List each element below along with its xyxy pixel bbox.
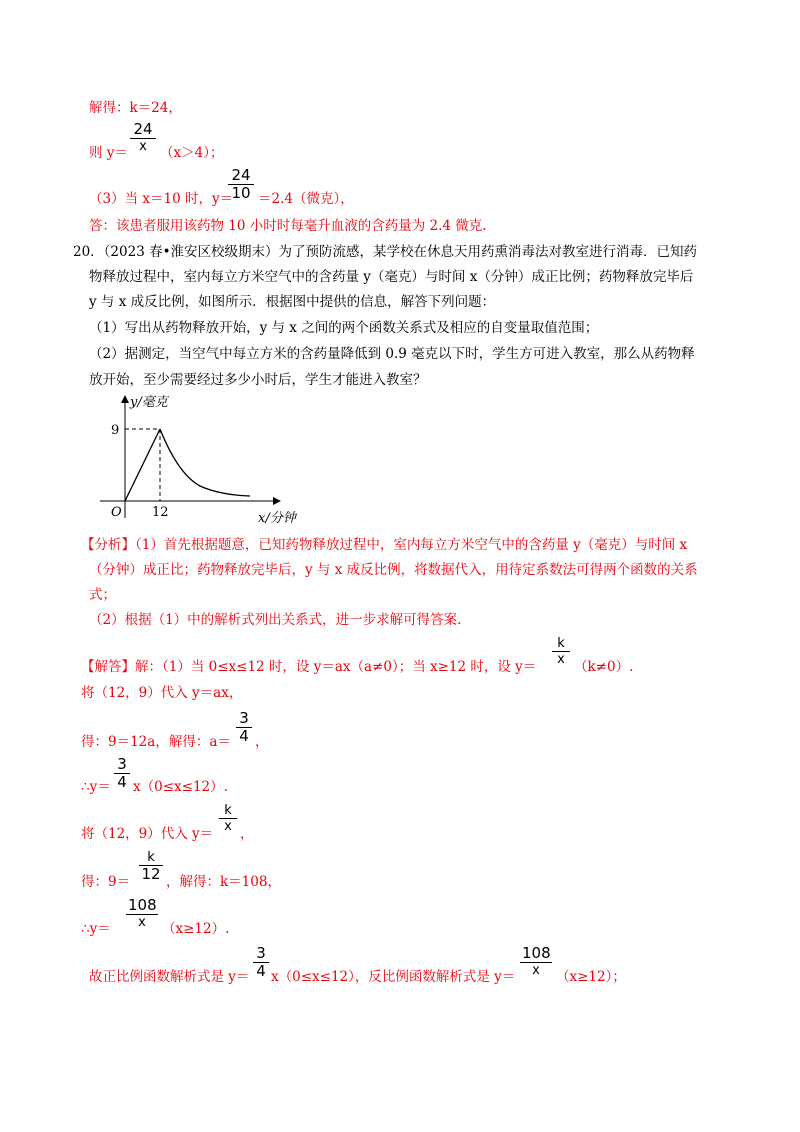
fraction-numerator: 3: [239, 709, 249, 727]
question-2-line-2: 放开始，至少需要经过多少小时后，学生才能进入教室？: [89, 372, 427, 388]
fraction-numerator: 3: [117, 755, 127, 773]
question-2-line-1: （2）据测定，当空气中每立方米的含药量降低到 0.9 毫克以下时，学生方可进入教室，那么从药物释: [89, 346, 695, 362]
analysis-line-1: 【分析】（1）首先根据题意，已知药物释放过程中，室内每立方米空气中的含药量 y（毫克）与时间 x: [81, 537, 688, 553]
fraction-denominator: 10: [231, 184, 251, 202]
x-tick-label: 12: [152, 505, 169, 520]
line-k-result: 解得：k＝24，: [89, 100, 182, 116]
question-1: （1）写出从药物释放开始，y 与 x 之间的两个函数关系式及相应的自变量取值范围；: [89, 320, 599, 336]
x-axis-label: x/分钟: [258, 511, 296, 526]
solution-line-1-prefix: 【解答】解：（1）当 0≤x≤12 时，设 y＝ax（a≠0）；当 x≥12 时，设 y＝: [81, 659, 537, 675]
fraction-k-over-12: [139, 850, 163, 883]
analysis-line-3: 式；: [89, 587, 116, 603]
solution-line-6-prefix: 得：9＝: [81, 874, 131, 890]
fraction-denominator: x: [557, 652, 565, 667]
y-axis-label: y/毫克: [130, 395, 168, 410]
fraction-denominator: x: [138, 915, 146, 930]
fraction-denominator: 12: [141, 865, 161, 883]
fraction-numerator: 3: [256, 944, 266, 962]
fraction-denominator: 4: [256, 962, 266, 980]
line-y-expression: [89, 144, 128, 162]
analysis-line-2: （分钟）成正比；药物释放完毕后，y 与 x 成反比例，将数据代入，用待定系数法可得两个函数的关系: [89, 562, 698, 578]
solution-line-4-suffix: x（0≤x≤12）.: [133, 779, 228, 795]
solution-line-8-middle: x（0≤x≤12），反比例函数解析式是 y＝: [271, 969, 516, 985]
fraction-numerator: k: [147, 850, 155, 865]
solution-line-4-prefix: ∴y＝: [81, 779, 111, 795]
fraction-numerator: 108: [522, 944, 551, 962]
fraction-k-over-x: [552, 636, 570, 667]
text-prefix: 则 y＝: [89, 145, 128, 161]
fraction-numerator: 108: [128, 896, 157, 914]
y-tick-label: 9: [111, 423, 120, 438]
origin-label: O: [111, 505, 122, 520]
fraction-numerator: 24: [231, 166, 251, 184]
text-result: ＝2.4（微克），: [258, 191, 354, 207]
fraction-108-over-x: [126, 897, 158, 930]
solution-line-7-prefix: ∴y＝: [81, 921, 111, 937]
fraction-numerator: k: [224, 803, 232, 818]
problem-line-2: 物释放过程中，室内每立方米空气中的含药量 y（毫克）与时间 x（分钟）成正比例；药物释放完毕后: [89, 269, 694, 285]
problem-line-3: y 与 x 成反比例，如图所示．根据图中提供的信息，解答下列问题：: [89, 294, 496, 310]
analysis-line-4: （2）根据（1）中的解析式列出关系式，进一步求解可得答案.: [89, 612, 462, 628]
solution-line-6-suffix: ，解得：k＝108，: [166, 874, 281, 890]
fraction-k-over-x: [219, 803, 237, 834]
fraction-numerator: 24: [133, 120, 153, 138]
solution-line-8-suffix: （x≥12）；: [556, 969, 626, 985]
solution-line-3-prefix: 得：9＝12a，解得：a＝: [81, 734, 231, 750]
fraction-24-over-x: [130, 121, 156, 154]
fraction-denominator: x: [139, 139, 147, 154]
fraction-numerator: k: [557, 636, 565, 651]
fraction-denominator: x: [532, 963, 540, 978]
solution-line-5-prefix: 将（12，9）代入 y＝: [81, 826, 214, 842]
hyperbola-curve: [160, 429, 250, 496]
fraction-3-over-4: [236, 710, 252, 745]
fraction-3-over-4: [114, 756, 130, 791]
solution-line-3-suffix: ，: [255, 734, 269, 750]
problem-line-1: 20．（2023 春•淮安区校级期末）为了预防流感，某学校在休息天用药熏消毒法对教室进行消毒．已知药: [73, 244, 698, 260]
solution-line-7-suffix: （x≥12）.: [162, 921, 230, 937]
fraction-denominator: x: [224, 819, 232, 834]
fraction-108-over-x: [520, 945, 552, 978]
fraction-denominator: 4: [117, 773, 127, 791]
fraction-denominator: 4: [239, 727, 249, 745]
text-condition: （x＞4）；: [160, 145, 224, 161]
line-when-x-10-prefix: （3）当 x＝10 时，y＝: [89, 191, 234, 207]
solution-line-2: 将（12，9）代入 y＝ax，: [81, 685, 243, 701]
answer-line: 答：该患者服用该药物 10 小时时每毫升血液的含药量为 2.4 微克.: [89, 218, 487, 234]
solution-line-8-prefix: 故正比例函数解析式是 y＝: [89, 969, 250, 985]
function-graph: [100, 388, 320, 528]
fraction-3-over-4: [253, 945, 269, 980]
solution-line-5-suffix: ，: [240, 826, 254, 842]
solution-line-1-suffix: （k≠0）.: [574, 659, 634, 675]
fraction-24-over-10: [228, 167, 254, 202]
linear-segment: [125, 429, 160, 501]
